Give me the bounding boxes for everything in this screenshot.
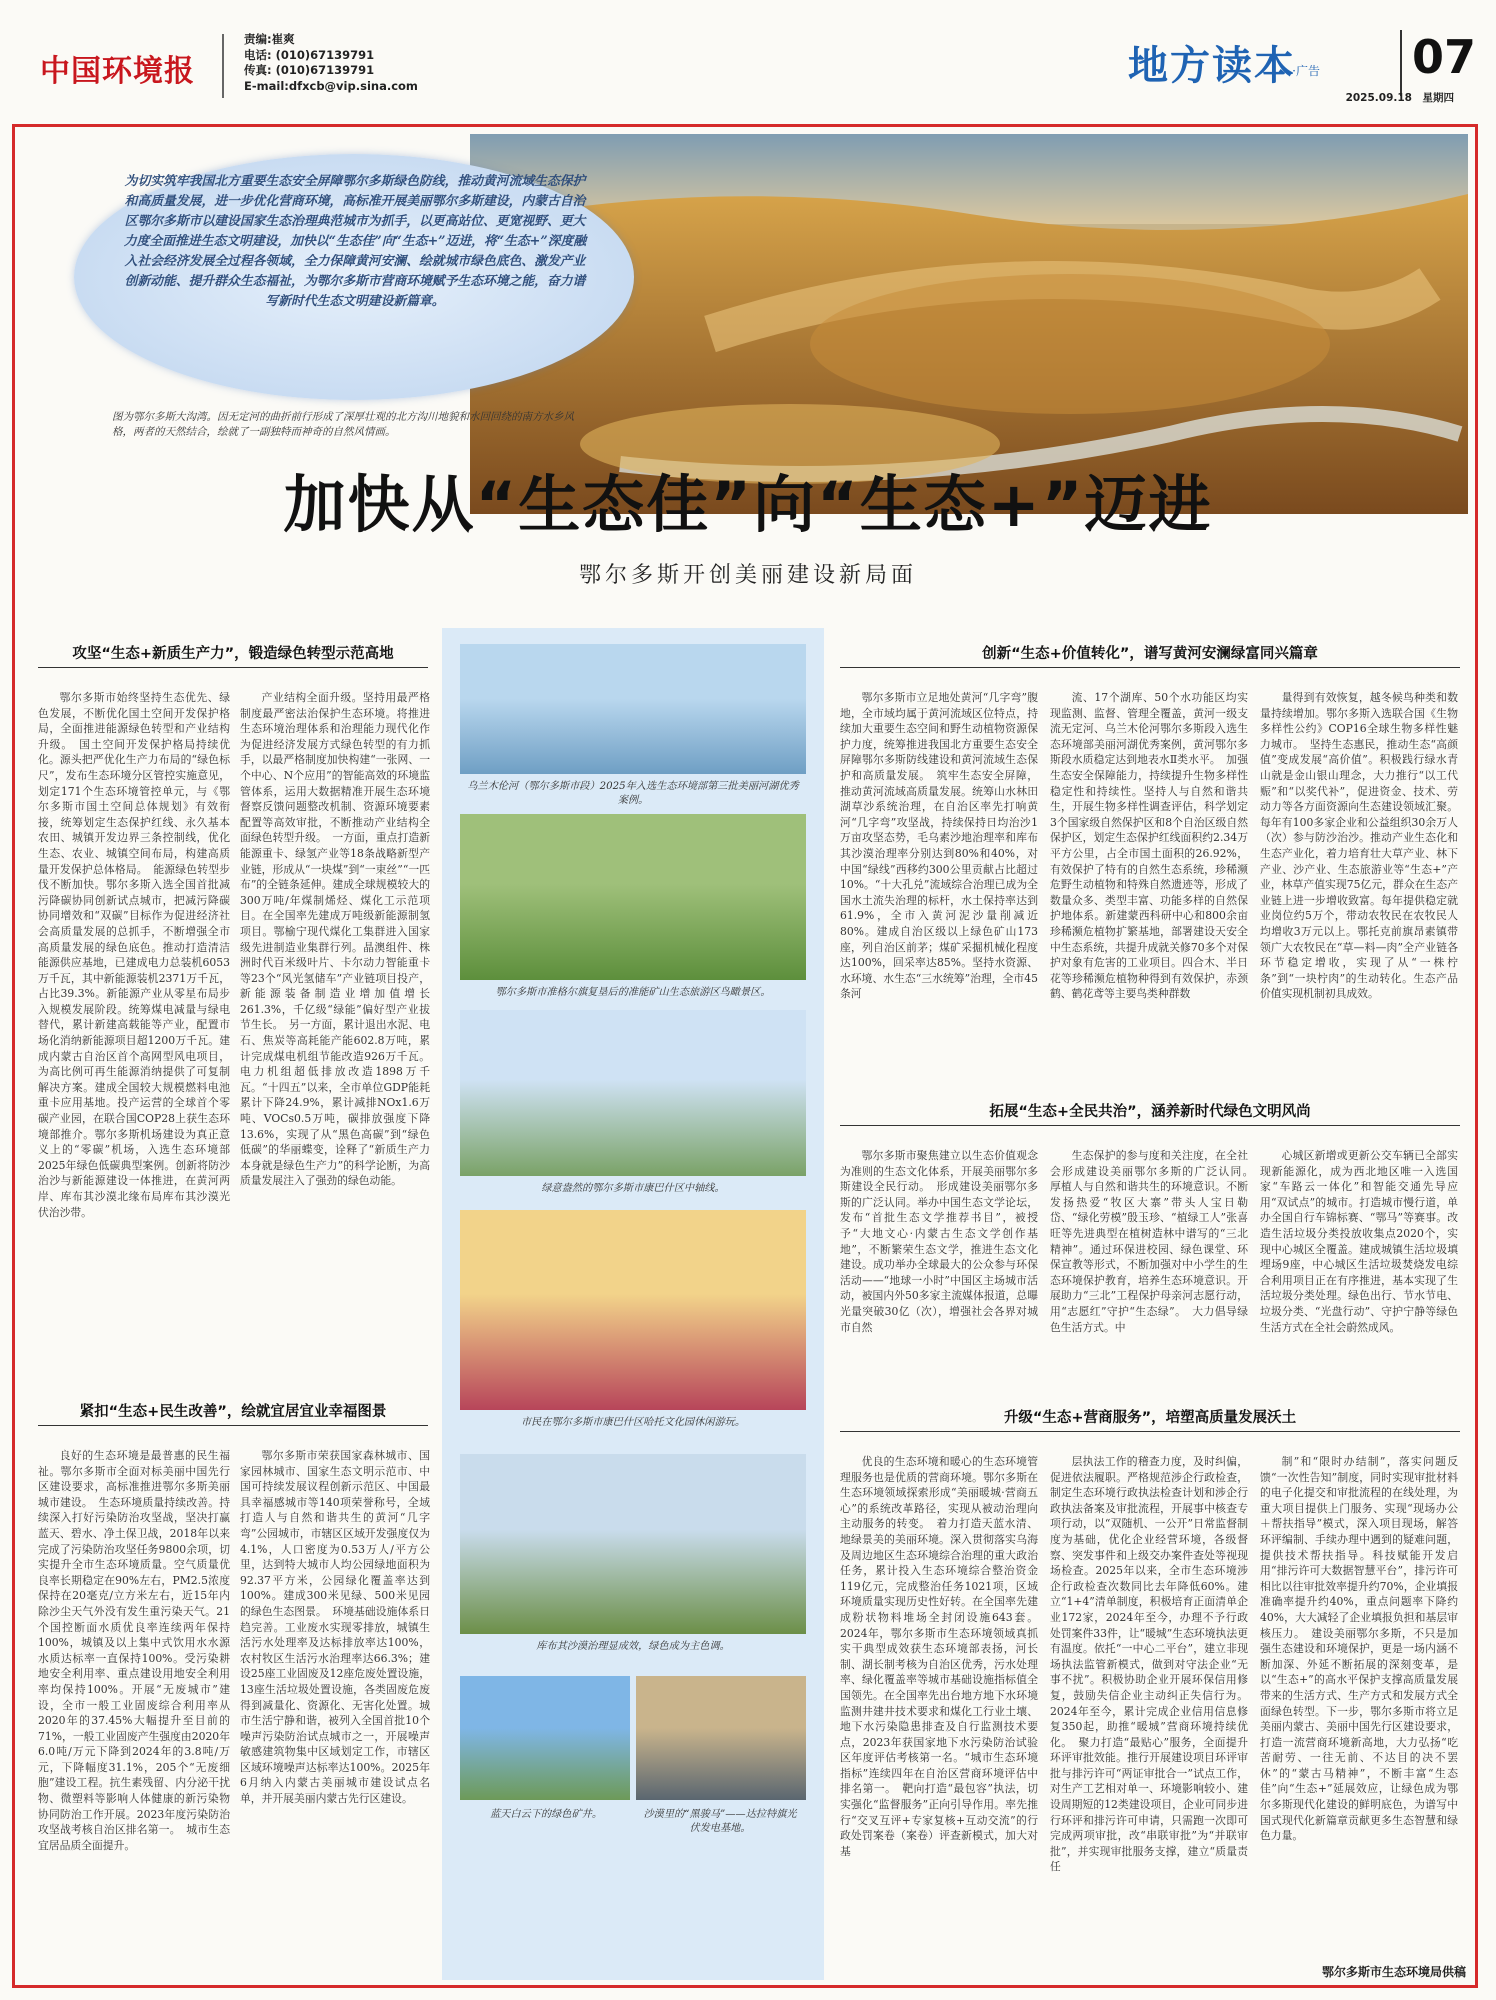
headline: 加快从“生态佳”向“生态+”迈进 (283, 468, 1213, 541)
section-4-col-2 (1050, 1148, 1259, 1382)
photo-green-mine (460, 1676, 630, 1800)
photo-column (442, 628, 824, 1980)
photo-caption-1: 乌兰木伦河（鄂尔多斯市段）2025年入选生态环境部第三批美丽河湖优秀案例。 (467, 781, 799, 806)
section-1-title: 攻坚“生态+新质生产力”，锻造绿色转型示范高地 (38, 642, 428, 668)
section-5-col-1 (840, 1454, 1038, 1954)
article-credit: 鄂尔多斯市生态环境局供稿 (1321, 1965, 1466, 1979)
hero-caption: 图为鄂尔多斯大沟湾。因无定河的曲折前行形成了深厚壮观的北方沟川地貌和水回回绕的南方水乡风格，两者的天然结合，绘就了一副独特而神奇的自然风情画。 (112, 411, 574, 438)
issue-date: 2025.09.18 星期四 (1345, 92, 1454, 104)
s3-text-c: 量得到有效恢复，越冬候鸟种类和数量持续增加。鄂尔多斯入选联合国《生物多样性公约》COP16全球生物多样性魅力城市。 坚持生态惠民，推动生态“高颜值”变成发展“高价值”。积极践行绿水青山就是金山银山理念，大力推行“以工代赈”和“以奖代补”，促进资金、技术、劳动力等各方面资源向生态建设领域汇聚。每年有100多家企业和公益组织30余万人（次）参与防沙治沙。推动产业生态化和生态产业化，着力培育壮大草产业、林下产业、沙产业、生态旅游业等“生态+”产业，林草产值实现75亿元，群众在生态产业链上进一步增收致富。每年提供稳定就业岗位约5万个，带动农牧民在农牧民人均增收3万元以上。鄂托克前旗昂素镇带领广大农牧民在“草—料—肉”全产业链各环节稳定增收，实现了从“一株柠条”到“一块柠肉”的生动转化。生态产品价值实现机制初具成效。 (1260, 691, 1458, 1001)
phone: 电话: (010)67139791 (244, 47, 375, 62)
section-title: 地方读本 (1128, 43, 1296, 89)
section-2-col-2 (240, 1448, 430, 1972)
s3-text-b: 流、17个湖库、50个水功能区均实现监测、监督、管理全覆盖，黄河一级支流无定河、乌兰木伦河鄂尔多斯段入选生态环境部美丽河湖优秀案例，黄河鄂尔多斯段水质稳定达到地表水Ⅱ类水平。 加强生态安全保障能力，持续提升生物多样性稳定性和持续性。坚持人与自然和谐共生，开展生物多样性调查评估，科学划定3个国家级自然保护区和8个自治区级自然保护区，划定生态保护红线面积约2.34万平方公里，占全市国土面积的26.92%，有效保护了特有的自然生态系统，珍稀濒危野生动植物和特殊自然遗迹等，形成了数量众多、类型丰富、功能多样的自然保护地体系。新建蒙西科研中心和800余亩珍稀濒危植物扩繁基地，部署建设天安全中生态系统，共提升成就关修70多个对保护对象有危害的工业项目。四合木、半日花等珍稀濒危植物种得到有效保护，赤颈鹤、鹤花鸢等主要鸟类种群数 (1050, 691, 1248, 1001)
email: E-mail:dfxcb@vip.sina.com (244, 78, 418, 93)
s3-text-a: 鄂尔多斯市立足地处黄河“几字弯”腹地，全市域均属于黄河流域区位特点，持续加大重要生态空间和野生动植物资源保护力度，统筹推进我国北方重要生态安全屏障鄂尔多斯防线建设和黄河流域生态保护和高质量发展。 筑牢生态安全屏障，推动黄河流域高质量发展。统筹山水林田湖草沙系统治理，在自治区率先打响黄河“几字弯”攻坚战，持续保持日均治沙1万亩攻坚态势，毛乌素沙地治理率和库布其沙漠治理率分别达到80%和40%，对中国“绿线”西移约300公里贡献占比超过10%。“十大孔兑”流域综合治理已成为全国水土流失治理的标杆，水土保持率达到61.9%，全市入黄河泥沙量削减近80%。建成自治区级以上绿色矿山173座，列自治区前茅；煤矿采掘机械化程度达100%，回采率达85%。坚持水资源、水环境、水生态“三水统筹”治理，全市45条河 (840, 691, 1038, 1001)
photo-caption-2: 鄂尔多斯市准格尔旗复垦后的准能矿山生态旅游区鸟瞰景区。 (495, 987, 771, 998)
intro-text: 为切实筑牢我国北方重要生态安全屏障鄂尔多斯绿色防线，推动黄河流域生态保护和高质量发展，进一步优化营商环境，高标准开展美丽鄂尔多斯建设，内蒙古自治区鄂尔多斯市以建设国家生态治理典范城市为抓手，以更高站位、更宽视野、更大力度全面推进生态文明建设，加快以“生态佳”向“生态+”迈进，将“生态+”深度融入社会经济发展全过程各领域，全力保障黄河安澜、绘就城市绿色底色、激发产业创新动能、提升群众生态福祉，为鄂尔多斯市营商环境赋予生态环境之能，奋力谱写新时代生态文明建设新篇章。 (123, 174, 587, 309)
section-2-title: 紧扣“生态+民生改善”，绘就宜居宜业幸福图景 (38, 1400, 428, 1426)
photo-solar-base (636, 1676, 806, 1800)
section-3-col-1 (840, 690, 1038, 1080)
s4-text-a: 鄂尔多斯市聚焦建立以生态价值观念为准则的生态文化体系，开展美丽鄂尔多斯建设全民行动。 形成建设美丽鄂尔多斯的广泛认同。举办中国生态文学论坛，发布“首批生态文学推荐书目”，被授予“大地文心·内蒙古生态文学创作基地”，不断繁荣生态文学，推进生态文化建设。成功举办全球最大的公众参与环保活动——“地球一小时”中国区主场城市活动，被国内外50多家主流媒体报道，总曝光量突破30亿（次），增强社会各界对城市自然 (840, 1149, 1038, 1334)
section-3-col-2 (1050, 690, 1248, 1080)
section-3-title: 创新“生态+价值转化”，谱写黄河安澜绿富同兴篇章 (840, 642, 1460, 668)
photo-caption-4: 市民在鄂尔多斯市康巴什区哈托文化园休闲游玩。 (520, 1417, 746, 1428)
header-divider (222, 34, 224, 98)
section-5-title: 升级“生态+营商服务”，培塑高质量发展沃土 (840, 1406, 1460, 1432)
header-contact (244, 32, 418, 94)
photo-mine-park (460, 814, 806, 980)
section-1-col-2 (240, 690, 430, 1386)
section-4-col-3 (1260, 1148, 1458, 1382)
section-5-col-2 (1050, 1454, 1248, 1954)
page-divider (1400, 30, 1402, 96)
photo-caption-5: 库布其沙漠治理显成效，绿色成为主色调。 (536, 1641, 730, 1652)
subheadline: 鄂尔多斯开创美丽建设新局面 (578, 563, 917, 588)
section-5-col-3 (1260, 1454, 1458, 1934)
section-2-col-1 (38, 1448, 230, 1972)
newspaper-logo: 中国环境报 (40, 54, 195, 89)
page-number: 07 (1412, 30, 1477, 84)
editor-name: 责编:崔爽 (244, 32, 295, 46)
photo-caption-7: 沙漠里的“黑骏马”——达拉特旗光伏发电基地。 (643, 1809, 797, 1834)
section-4-title: 拓展“生态+全民共治”，涵养新时代绿色文明风尚 (840, 1100, 1460, 1126)
section-3-col-3 (1260, 690, 1458, 1080)
s5-text-b: 层执法工作的稽查力度，及时纠偏，促进依法履职。严格规范涉企行政检查，制定生态环境行政执法检查计划和涉企行政执法备案及审批流程，开展事中核查专项行动，以“双随机、一公开”日常监督制度为基础，优化企业经营环境，各级督察、突发事件和上级交办案件查处等视现场检查。2025年以来，全市生态环境涉企行政检查次数同比去年降低60%。建立“1+4”清单制度，积极培育正面清单企业172家，2024年至今，办理不予行政处罚案件33件，让“暖城”生态环境执法更有温度。依托“一中心二平台”，建立非现场执法监管新模式，做到对守法企业“无事不扰”。积极协助企业开展环保信用修复，鼓励失信企业主动纠正失信行为。2024年至今，累计完成企业信用信息修复350起，助推“暖城”营商环境持续优化。 聚力打造“最贴心”服务，全面提升环评审批效能。推行开展建设项目环评审批与排污许可“两证审批合一”试点工作，对生产工艺相对单一、环境影响较小、建设周期短的12类建设项目，企业可同步进行环评和排污许可申请，只需跑一次即可完成两项审批，改“串联审批”为“并联审批”，并实现审批服务支撑，建立“质量责任 (1050, 1455, 1248, 1874)
section-4-col-1 (840, 1148, 1038, 1382)
fax: 传真: (010)67139791 (244, 63, 375, 77)
photo-caption-6: 蓝天白云下的绿色矿井。 (489, 1809, 603, 1820)
s1-text-b: 产业结构全面升级。坚持用最严格制度最严密法治保护生态环境。将推进生态环境治理体系和治理能力现代化作为促进经济发展方式绿色转型的有力抓手，以最严格制度加快构建“一张网、一个中心、N个应用”的智能高效的环境监管体系，运用大数据精准开展生态环境督察反馈问题整改机制、资源环境要素配置等高效审批，不断推动产业结构全面绿色转型升级。 一方面，重点打造新能源重卡、绿氢产业等18条战略新型产业链，形成从“一块煤”到“一束丝”“一匹布”的全链条延伸。建成全球规模较大的300万吨/年煤制烯烃、煤化工示范项目。在全国率先建成万吨级新能源制氢项目。鄂榆宁现代煤化工集群进入国家级先进制造业集群行列。晶澳组件、株洲时代百米级叶片、卡尔动力智能重卡等23个“风光氢储车”产业链项目投产，新能源装备制造业增加值增长261.3%，千亿级“绿能”偏好型产业拔节生长。 另一方面，累计退出水泥、电石、焦炭等高耗能产能602.8万吨，累计完成煤电机组节能改造926万千瓦。电力机组超低排放改造1898万千瓦。“十四五”以来，全市单位GDP能耗累计下降24.9%，累计减排NOx1.6万吨、VOCs0.5万吨，碳排放强度下降13.6%，实现了从“黑色高碳”到“绿色低碳”的华丽蝶变，诠释了“新质生产力本身就是绿色生产力”的科学论断，为高质量发展注入了强劲的绿色动能。 (240, 691, 430, 1188)
s1-text-a: 鄂尔多斯市始终坚持生态优先、绿色发展，不断优化国土空间开发保护格局，全面推进能源绿色转型和产业结构升级。 国土空间开发保护格局持续优化。源头把严优化生产力布局的“绿色标尺”，发布生态环境分区管控实施意见，划定171个生态环境管控单元，与《鄂尔多斯市国土空间总体规划》有效衔接，统筹划定生态保护红线、永久基本农田、城镇开发边界三条控制线，优化生态、农业、城镇空间布局，构建高质量开发保护总体格局。 能源绿色转型步伐不断加快。鄂尔多斯入选全国首批减污降碳协同创新试点城市，把减污降碳协同增效和“双碳”目标作为促进经济社会高质量发展的总抓手，不断增强全市高质量发展的绿色底色。推动打造清洁能源供应基地，已建成电力总装机6053万千瓦，其中新能源装机2371万千瓦，占比39.3%。新能源产业从零星布局步入规模发展阶段。统筹煤电减量与绿电替代，累计新建高载能等产业，配置市场化消纳新能源项目超1200万千瓦。建成内蒙古自治区首个高网型风电项目，为高比例可再生能源消纳提供了可复制解决方案。建成全国较大规模燃料电池重卡应用基地。投产运营的全球首个零碳产业园，在联合国COP28上获生态环境部推介。鄂尔多斯机场建设为真正意义上的“零碳”机场，入选生态环境部2025年绿色低碳典型案例。创新将防沙治沙与新能源建设一体推进，在黄河两岸、库布其沙漠北缘布局库布其沙漠光伏治沙带。 (38, 691, 230, 1219)
s4-text-c: 心城区新增或更新公交车辆已全部实现新能源化，成为西北地区唯一入选国家“车路云一体化”和智能交通先导应用“双试点”的城市。打造城市慢行道，单办全国自行车锦标赛、“鄂马”等赛事。改造生活垃圾分类投放收集点2020个，实现中心城区全覆盖。建成城镇生活垃圾填埋场9座，中心城区生活垃圾焚烧发电综合利用项目正在有序推进，基本实现了生活垃圾分类处理。绿色出行、节水节电、垃圾分类、“光盘行动”、守护宁静等绿色生活方式在全社会蔚然成风。 (1260, 1149, 1458, 1334)
section-1-col-1 (38, 690, 230, 1386)
ad-tag: ·广告 (1292, 64, 1320, 78)
photo-park-visitors (460, 1210, 806, 1410)
s5-text-c: 制”和“限时办结制”，落实问题反馈“一次性告知”制度，同时实现审批材料的电子化提交和审批流程的在线处理，为重大项目提供上门服务、实现“现场办公＋帮扶指导”模式，深入项目现场，解答环评编制、手续办理中遇到的疑难问题，提供技术帮扶指导。科技赋能开发启用“排污许可大数据智慧平台”，排污许可相比以往审批效率提升约70%，企业填报准确率提升约40%，重点问题率下降约40%，大大减轻了企业填报负担和基层审核压力。 建设美丽鄂尔多斯，不只是加强生态建设和环境保护，更是一场内涵不断加深、外延不断拓展的深刻变革，是以“生态+”的高水平保护支撑高质量发展带来的生活方式、生产方式和发展方式全面绿色转型。下一步，鄂尔多斯市将立足美丽内蒙古、美丽中国先行区建设要求，打造一流营商环境新高地，大力弘扬“吃苦耐劳、一往无前、不达目的决不罢休”的“蒙古马精神”，不断丰富“生态佳”向“生态+”延展效应，让绿色成为鄂尔多斯现代化建设的鲜明底色，为谱写中国式现代化新篇章贡献更多生态智慧和绿色力量。 (1260, 1455, 1458, 1843)
photo-caption-3: 绿意盎然的鄂尔多斯市康巴什区中轴线。 (541, 1183, 725, 1194)
s5-text-a: 优良的生态环境和暖心的生态环境管理服务也是优质的营商环境。鄂尔多斯在生态环境领域探索形成“美丽暖城·营商五心”的系统改革路径，实现从被动治理向主动服务的转变。 着力打造天蓝水清、地绿景美的美丽环境。深入贯彻落实乌海及周边地区生态环境综合治理的重大政治任务，累计投入生态环境综合整治资金119亿元，完成整治任务1021项，区域环境质量实现历史性好转。在全国率先建成粉状物料堆场全封闭设施643套。2024年，鄂尔多斯市生态环境领域真抓实干典型成效获生态环境部表扬，河长制、湖长制考核为自治区优秀，污水处理率、绿化覆盖率等城市基础设施指标值全国领先。在全国率先出台地方地下水环境监测井建井技术要求和煤化工行业土壤、地下水污染隐患排查及自行监测技术要点，2023年获国家地下水污染防治试验区年度评估考核第一名。“城市生态环境指标”连续四年在自治区营商环境评估中排名第一。 靶向打造“最包容”执法，切实强化“监督服务”正向引导作用。率先推行“交叉互评+专家复核+互动交流”的行政处罚案卷（案卷）评查新模式，加大对基 (840, 1455, 1038, 1858)
s2-text-a: 良好的生态环境是最普惠的民生福祉。鄂尔多斯市全面对标美丽中国先行区建设要求，高标准推进鄂尔多斯美丽城市建设。 生态环境质量持续改善。持续深入打好污染防治攻坚战，坚决打赢蓝天、碧水、净土保卫战，2018年以来完成了污染防治攻坚任务9800余项，切实提升全市生态环境质量。空气质量优良率长期稳定在90%左右，PM2.5浓度保持在20毫克/立方米左右，近15年内除沙尘天气外没有发生重污染天气。21个国控断面水质优良率连续两年保持100%，城镇及以上集中式饮用水水源水质达标率一直保持100%。受污染耕地安全利用率、重点建设用地安全利用率均保持100%。开展“无废城市”建设，全市一般工业固废综合利用率从2020年的37.45%大幅提升至目前的71%，一般工业固废产生强度由2020年6.0吨/万元下降到2024年的3.8吨/万元，下降幅度31.1%，205个“无废细胞”建设工程。抗生素残留、内分泌干扰物、微塑料等影响人体健康的新污染物协同防治工作开展。2023年度污染防治攻坚战考核自治区排名第一。 城市生态宜居品质全面提升。 (38, 1449, 230, 1852)
s4-text-b: 生态保护的参与度和关注度，在全社会形成建设美丽鄂尔多斯的广泛认同。 厚植人与自然和谐共生的环境意识。不断发扬热爱“牧区大寨”带头人宝日勒岱、“绿化劳模”殷玉珍、“植绿工人”张喜旺等先进典型在植树造林中谱写的“三北精神”。通过环保进校园、绿色课堂、环保宣教等形式，不断加强对中小学生的生态环境保护教育，培养生态环境意识。开展助力“三北”工程保护母亲河志愿行动，用“志愿红”守护“生态绿”。 大力倡导绿色生活方式。中 (1050, 1149, 1259, 1334)
photo-axis (460, 1010, 806, 1176)
photo-river-bridge (460, 644, 806, 774)
s2-text-b: 鄂尔多斯市荣获国家森林城市、国家园林城市、国家生态文明示范市、中国可持续发展议程创新示范区、中国最具幸福感城市等140项荣誉称号，全域打造人与自然和谐共生的黄河“几字弯”公园城市，市辖区区域开发强度仅为4.1%，人口密度为0.53万人/平方公里，达到特大城市人均公园绿地面积为92.37平方米，公园绿化覆盖率达到100%。建成300米见绿、500米见园的绿色生态图景。 环境基础设施体系日趋完善。工业废水实现零排放，城镇生活污水处理率及达标排放率达100%，农村牧区生活污水治理率达66.3%；建设25座工业固废及12座危废处置设施，13座生活垃圾处置设施，各类固废危废得到减量化、资源化、无害化处置。城市生活宁静和谐，被列入全国首批10个噪声污染防治试点城市之一，开展噪声敏感建筑物集中区域划定工作，市辖区区域环境噪声达标率达100%。2025年6月纳入内蒙古美丽城市建设试点名单，并开展美丽内蒙古先行区建设。 (240, 1449, 430, 1806)
photo-desert-green (460, 1454, 806, 1634)
